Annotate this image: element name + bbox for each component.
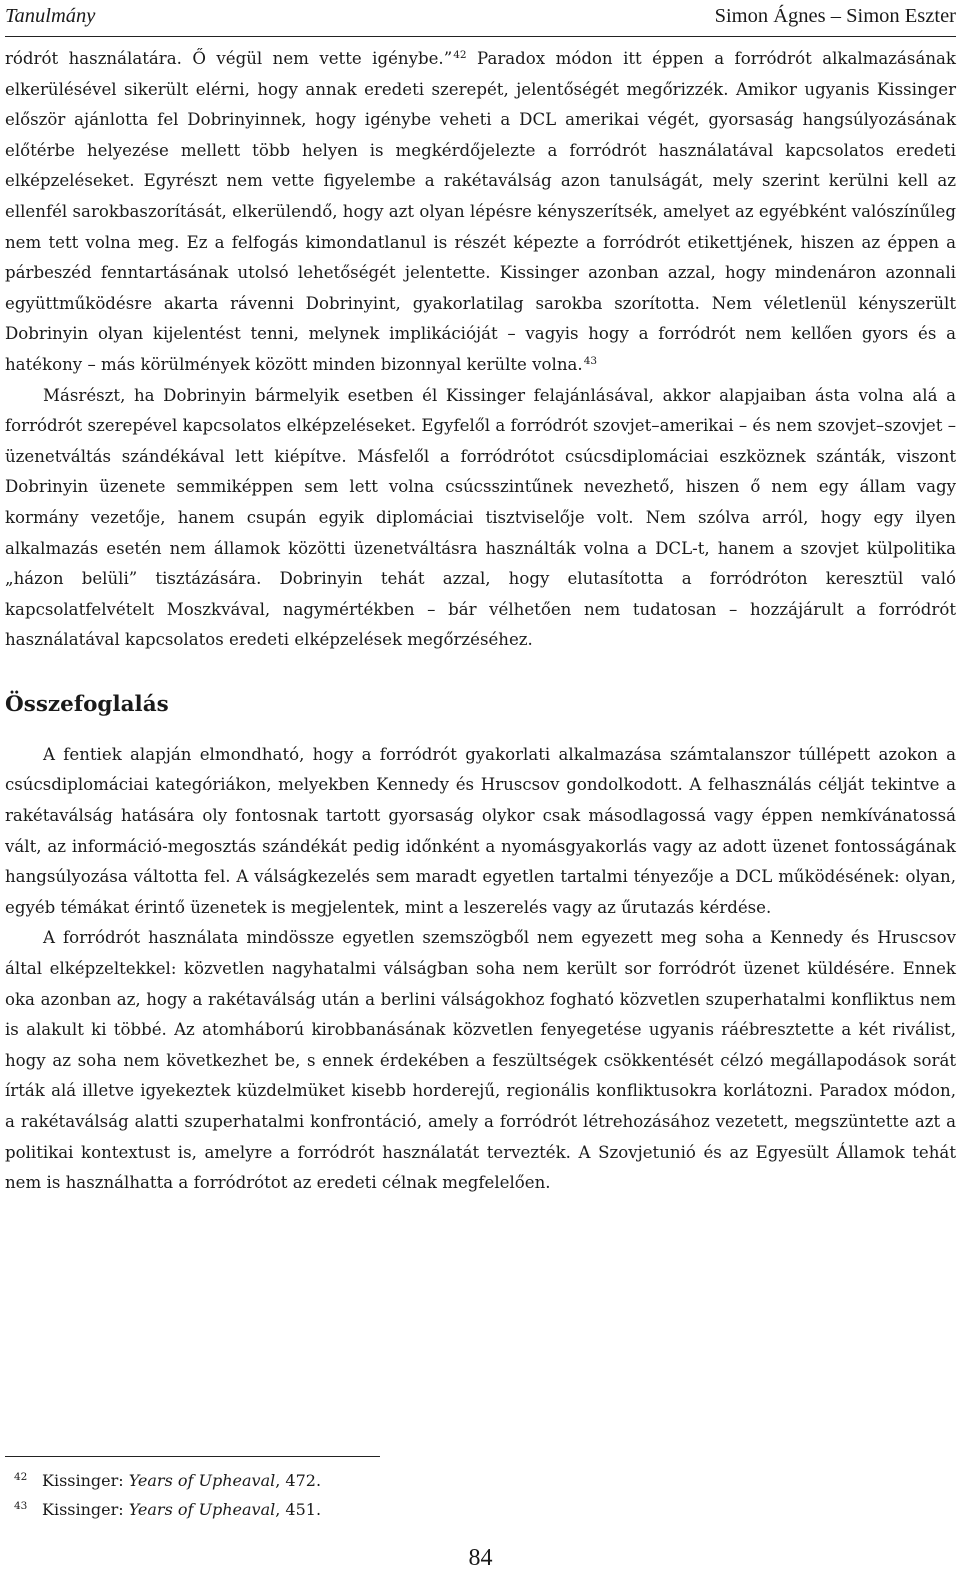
footnote-page: , 472. xyxy=(275,1471,322,1490)
paragraph-2: Másrészt, ha Dobrinyin bármelyik esetben él Kissinger felajánlásával, akkor alapjaiban ásta volna alá a forródrót szerepével kapcsolatos elképzeléseket. Egyfelől a forródrót szovjet–amerikai – és nem szovjet–szovjet – üzenetváltás szándékával lett kiépítve. Másfelől a forródrótot csúcsdiplomáciai eszköznek szánták, viszont Dobrinyin üzenete semmiképpen sem lett volna csúcsszintűnek nevezhető, hiszen ő nem egy állam vagy kormány vezetője, hanem csupán egyik diplomáciai tisztviselője volt. Nem szólva arról, hogy egy ilyen alkalmazás esetén nem államok közötti üzenetváltásra használták volna a DCL-t, hanem a szovjet külpolitika „házon belüli” tisztázására. Dobrinyin tehát azzal, hogy elutasította a forródróton keresztül való kapcsolatfelvételt Moszkvával, nagymértékben – bár vélhetően nem tudatosan – hozzájárult a forródrót használatával kapcsolatos eredeti elképzelések megőrzéséhez. xyxy=(5,385,956,650)
footnote-page: , 451. xyxy=(275,1500,322,1519)
summary-paragraph-2: A forródrót használata mindössze egyetlen szemszögből nem egyezett meg soha a Kennedy és Hruscsov által elképzeltekkel: közvetlen nagyhatalmi válságban soha nem került sor forródrót üzenet küldésére. Ennek oka azonban az, hogy a rakétaválság után a berlini válságokhoz fogható közvetlen szuperhatalmi konfliktus nem is alakult ki többé. Az atomháború kirobbanásának közvetlen fenyegetése ugyanis ráébresztette a két riválist, hogy az soha nem következhet be, s ennek érdekében a feszültségek csökkentését célzó megállapodások sorát írták alá illetve igyekeztek küzdelmüket kisebb horderejű, regionális konfliktusokra korlátozni. Paradox módon, a rakétaválság alatti szuperhatalmi konfrontáció, amely a forródrót létrehozásához vezetett, megszüntette azt a politikai kontextust is, amelyre a forródrót használatát tervezték. A Szovjetunió és az Egyesült Államok tehát nem is használhatta a forródrótot az eredeti célnak megfelelően. xyxy=(5,928,956,1193)
footnote-number: 43 xyxy=(14,1500,28,1512)
header-rule xyxy=(5,36,956,37)
header-authors: Simon Ágnes – Simon Eszter xyxy=(714,5,956,27)
document-page xyxy=(5,0,956,1589)
header-section-label: Tanulmány xyxy=(5,5,96,27)
section-heading: Összefoglalás xyxy=(5,691,169,717)
summary-paragraph-1: A fentiek alapján elmondható, hogy a forródrót gyakorlati alkalmazása számtalanszor túllépett azokon a csúcsdiplomáciai kategóriákon, melyekben Kennedy és Hruscsov gondolkodott. A felhasználás célját tekintve a rakétaválság hatására oly fontosnak tartott gyorsaság olykor csak másodlagossá vagy éppen nemkívánatossá vált, az információ-megosztás szándékát pedig időnként a nyomásgyakorlás vagy az adott üzenet fontosságának hangsúlyozása váltotta fel. A válságkezelés sem maradt egyetlen tartalmi tényezője a DCL működésének: olyan, egyéb témákat érintő üzenetek is megjelentek, mint a leszerelés vagy az űrutazás kérdése. xyxy=(5,744,956,917)
footnotes xyxy=(5,1466,956,1524)
footnote-book-title: Years of Upheaval xyxy=(128,1500,276,1519)
paragraph-1 xyxy=(5,44,956,381)
footnote-author: Kissinger: xyxy=(42,1500,129,1519)
running-header xyxy=(5,3,956,29)
page-number: 84 xyxy=(468,1545,493,1571)
footnote-number: 42 xyxy=(14,1471,28,1483)
footnote-ref-42[interactable]: 42 xyxy=(453,49,467,61)
footnote-ref-43[interactable]: 43 xyxy=(583,354,598,367)
footnote-separator xyxy=(5,1456,380,1457)
paragraph-1-text-a: ródrót használatára. Ő végül nem vette igénybe.” xyxy=(5,49,453,68)
body-text xyxy=(5,44,956,1199)
footnote-item xyxy=(5,1495,956,1524)
footnote-book-title: Years of Upheaval xyxy=(128,1471,276,1490)
paragraph-1-text-b: Paradox módon itt éppen a forródrót alkalmazásának elkerülésével sikerült elérni, hogy annak eredeti szerepét, jelentőségét megőrizzék. Amikor ugyanis Kissinger először ajánlotta fel Dobrinyinnek, hogy igénybe veheti a DCL amerikai végét, gyorsaság hangsúlyozásának előtérbe helyezése mellett több helyen is megkérdőjelezte a forródrót használatával kapcsolatos eredeti elképzeléseket. Egyrészt nem vette figyelembe a rakétaválság azon tanulságát, mely szerint kerülni kell az ellenfél sarokbaszorítását, elkerülendő, hogy azt olyan lépésre kényszerítsék, amelyet az egyébként valószínűleg nem tett volna meg. Ez a felfogás kimondatlanul is részét képezte a forródrót etikettjének, hiszen az éppen a párbeszéd fenntartásának utolsó lehetőségét jelentette. Kissinger azonban azzal, hogy mindenáron azonnali együttműködésre akarta rávenni Dobrinyint, gyakorlatilag sarokba szorította. Nem véletlenül kényszerült Dobrinyin olyan kijelentést tenni, melynek implikációját – vagyis hogy a forródrót nem kellően gyors és a hatékony – más körülmények között minden bizonnyal kerülte volna. xyxy=(5,49,956,374)
footnote-author: Kissinger: xyxy=(42,1471,129,1490)
footnote-item xyxy=(5,1466,956,1495)
